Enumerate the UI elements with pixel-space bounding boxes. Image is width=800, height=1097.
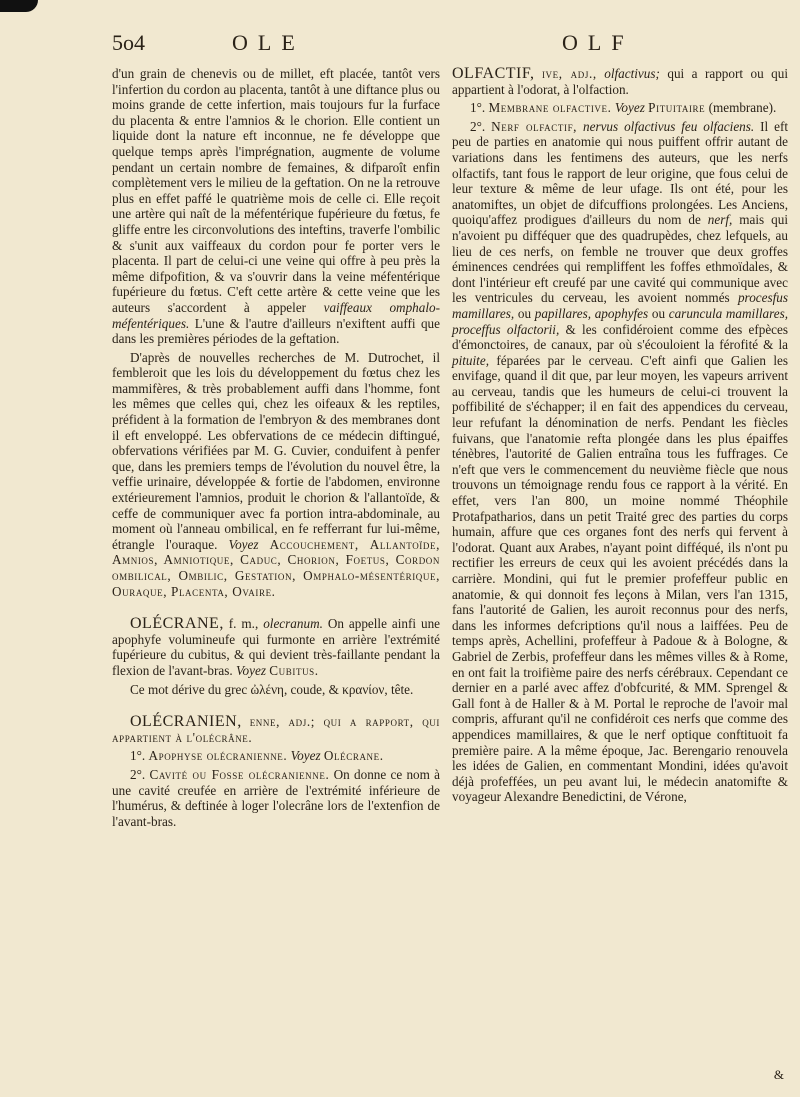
entry-olecrane: OLÉCRANE, f. m., olecranum. On appelle ainfi une apophyfe volumineufe qui furmonte en arrière l'extrémité fupérieure du cubitus, & qui devient très-faillante pendant la flexion de l'avant-bras. Voyez Cubitus. [112, 615, 441, 678]
running-header [0, 30, 800, 58]
left-running-head: OLE [232, 30, 305, 55]
headword-olfactif: OLFACTIF, [452, 65, 535, 82]
etymology-olecrane: Ce mot dérive du grec ὠλένη, coude, & κρανίον, tête. [130, 681, 414, 697]
cross-references: Accouchement, Allantoïde, Amnios, Amniotique, Caduc, Chorion, Foetus, Cordon ombilical, Ombilic, Gestation, Omphalo-mésentérique, Ouraque, Placenta, Ovaire. [112, 536, 440, 599]
page-number: 5o4 [112, 30, 145, 55]
left-column [112, 66, 440, 832]
placenta-vesicle-paragraph: d'un grain de chenevis ou de millet, eft placée, tantôt vers l'infertion du cordon au placenta, tantôt à une diftance plus ou moins grande de cette infertion, mais toujours fur la furface du placenta & entre l'amnios & le chorion. Elle contient un liquide dont la nature eft inconnue, ne fe développe que quelque temps après l'imprégnation, augmente de volume pendant un certain nombre de femaines, & difparoît enfin complètement vers le milieu de la geftation. On ne la retrouve plus en effet paffé le quatrième mois de celle ci. Elle reçoit une artère qui naît de la méfentérique fupérieure du fœtus, fe gliffe entre les circonvolutions des inteftins, traverfe l'ombilic & s'unit aux vaiffeaux du cordon pour fe porter vers le placenta. Il part de celui-ci une veine qui offre à peu près la même difpofition, & va s'ouvrir dans la veine méfentérique fupérieure du fœtus. C'eft cette artère & cette veine que les auteurs s'accordent à appeler vaiffeaux omphalo-méfentériques. L'une & l'autre d'ailleurs n'exiftent auffi que dans les premières périodes de la geftation. [112, 66, 441, 347]
subentry-membrane: 1°. Membrane olfactive. Voyez Pituitaire (membrane). [470, 100, 777, 116]
subentry-cavite: 2°. Cavité ou Fosse olécranienne. On donne ce nom à une cavité creufée en arrière de l'extrémité inférieure de l'humérus, & deftinée à loger l'olecrâne lors de l'extenfion de l'avant-bras. [112, 766, 441, 829]
catchword: & [773, 1067, 784, 1082]
headword-olecrane: OLÉCRANE, [130, 615, 224, 633]
page-corner-mark [0, 0, 38, 12]
dutrochet-paragraph: D'après de nouvelles recherches de M. Dutrochet, il fembleroit que les lois du développement du fœtus chez les mammifères, & très probablement auffi dans l'homme, font les mêmes que celles qui, chez les oifeaux & les reptiles, préfident à la formation de l'embryon & des membranes dont il eft enveloppé. Les obfervations de ce médecin diftingué, obfervations vérifiées par M. G. Cuvier, conduifent à penfer que, dans les premiers temps de l'évolution du nouvel être, la veffie urinaire, développée & fortie de l'abdomen, environne extérieurement l'amnios, produit le chorion & l'allantoïde, & ceffe de communiquer avec fa portion intra-abdominale, au moment où l'anneau ombilical, en fe refferrant fur lui-même, étrangle l'ouraque. Voyez Accouchement, Allantoïde, Amnios, Amniotique, Caduc, Chorion, Foetus, Cordon ombilical, Ombilic, Gestation, Omphalo-mésentérique, Ouraque, Placenta, Ovaire. [112, 349, 440, 599]
subentry-apophyse: 1°. Apophyse olécranienne. Voyez Olécrane. [130, 748, 384, 764]
entry-olfactif: OLFACTIF, ive, adj., olfactivus; qui a rapport ou qui appartient à l'odorat, à l'olfaction. [452, 65, 788, 97]
headword-olecranien: OLÉCRANIEN, [130, 713, 242, 731]
subentry-nerf: 2°. Nerf olfactif, nervus olfactivus feu olfaciens. Il eft peu de parties en anatomie qui nous puiffent offrir autant de variations dans les fentimens des auteurs, que les nerfs olfactifs, tant fous le rapport de leur origine, que fous celui de leur texture & même de leur ufage. Ils ont été, pour les anatomiftes, un objet de difcuffions prolongées. Les Anciens, quoiqu'affez prodigues d'ailleurs du nom de nerf, mais qui n'avoient pu difféquer que des quadrupèdes, chez lefquels, au lieu de ces nerfs, on femble ne trouver que deux groffes éminences cendrées qui rempliffent les foffes ethmoïdales, & dont l'intérieur eft creufé par une cavité qui communique avec les ventricules du cerveau, les avoient nommés procesfus mamillares, ou papillares, apophyfes ou caruncula mamillares, proceffus olfactorii, & les confidéroient comme des efpèces d'émonctoires, de canaux, par où s'écouloient la férofité & la pituite, féparées par le cerveau. C'eft ainfi que Galien les envifage, quand il dit que, par leur moyen, les vapeurs arrivent au cerveau, tandis que les humeurs de celui-ci trouvent la poffibilité de s'échapper; il en fait des appendices du cerveau, leur refufant la dénomination de nerfs. Pendant les fiècles fuivans, que l'anatomie refta plongée dans les plus épaiffes ténèbres, l'autorité de Galien entraîna tous les fuffrages. Ce n'eft que vers le commencement du neuvième fiècle que nous trouvons un témoignage rendu fous ce rapport à la vérité. En effet, vers l'an 800, un moine nommé Théophile Protafpatharios, dans un petit Traité grec des parties du corps humain, affure que ces organes font des nerfs qui fervent à l'odorat. Quant aux Arabes, n'ayant point difféqué, ils n'ont pu rectifier les erreurs de ceux qui les avoient précédés dans la carrière. Mondini, qui fut le premier profeffeur public en anatomie, & qui donnoit fes leçons à Milan, vers l'an 1315, fans l'autorité de Galien, les auroit reconnus pour des nerfs, dans les informes defcriptions qu'il nous a laiffées. Peu de temps après, Achellini, profeffeur à Padoue & à Bologne, & Gabriel de Zerbis, profeffeur dans les mêmes villes & à Rome, en ont fait la troifième paire des nerfs cérébraux. Cependant ce dernier en a parlé avec affez d'obfcurité, & MM. Sprengel & Gall font à de Haller & à M. Portal le reproche de l'avoir mal compris, affurant qu'il ne confidéroit ces nerfs que comme des appendices mamillaires, & que le nerf optique conftituoit fa première paire. A la même époque, Jac. Berengario renouvela les idées de Galien, en commentant Mondini, idées qu'avoit déjà profeffées, un peu avant lui, le médecin anatomifte & voyageur Alexandre Benedictini, de Vérone, [452, 118, 789, 805]
right-running-head: OLF [562, 30, 634, 55]
entry-olecranien: OLÉCRANIEN, enne, adj.; qui a rapport, qui appartient à l'olécrâne. [112, 713, 441, 745]
right-column [452, 66, 788, 808]
